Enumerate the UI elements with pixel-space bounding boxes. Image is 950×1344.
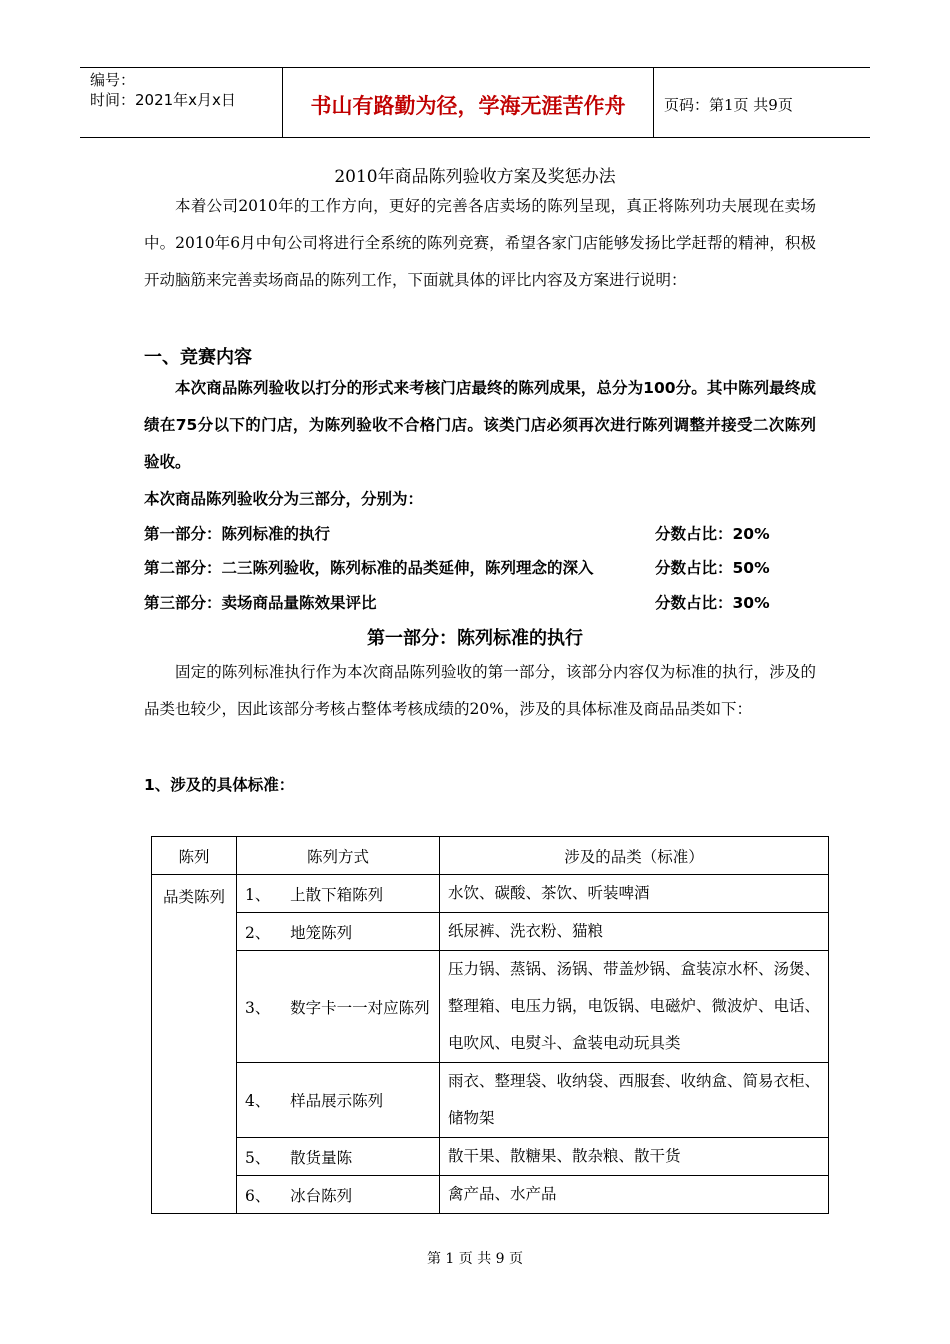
col-header-method: 陈列方式	[237, 837, 440, 875]
products-cell: 禽产品、水产品	[440, 1176, 829, 1214]
method-cell	[237, 875, 440, 913]
part-1-score: 分数占比：20%	[655, 525, 770, 543]
intro-paragraph: 本着公司2010年的工作方向，更好的完善各店卖场的陈列呈现，真正将陈列功夫展现在卖场中。2010年6月中旬公司将进行全系统的陈列竞赛，希望各家门店能够发扬比学赶帮的精神，积极开动脑筋来完善卖场商品的陈列工作，下面就具体的评比内容及方案进行说明：	[144, 197, 816, 289]
page-header	[80, 67, 870, 138]
method-cell	[237, 1176, 440, 1214]
row-number: 6、	[245, 1186, 271, 1205]
method-cell	[237, 951, 440, 1063]
part-3-score: 分数占比：30%	[655, 594, 770, 612]
table-row	[152, 1138, 829, 1176]
method-name: 上散下箱陈列	[290, 885, 384, 904]
products-cell: 水饮、碳酸、茶饮、听装啤酒	[440, 875, 829, 913]
category-cell: 品类陈列	[152, 875, 237, 1214]
table-header-row	[152, 837, 829, 875]
products-cell: 散干果、散糖果、散杂粮、散干货	[440, 1138, 829, 1176]
method-name: 地笼陈列	[290, 923, 353, 942]
method-name: 冰台陈列	[290, 1186, 353, 1205]
sub-heading-1: 1、涉及的具体标准：	[144, 776, 295, 794]
method-cell	[237, 1138, 440, 1176]
part-2-label: 第二部分：二三陈列验收，陈列标准的品类延伸，陈列理念的深入	[144, 559, 594, 577]
section-heading-1: 一、竞赛内容	[144, 347, 252, 368]
method-name: 散货量陈	[290, 1148, 353, 1167]
part-3-label: 第三部分：卖场商品量陈效果评比	[144, 594, 377, 612]
serial-label: 编号：	[90, 71, 136, 89]
header-motto: 书山有路勤为径，学海无涯苦作舟	[282, 68, 654, 137]
standards-table	[151, 836, 829, 1214]
table-row	[152, 1176, 829, 1214]
date-label: 时间：2021年x月x日	[90, 91, 236, 109]
row-number: 3、	[245, 998, 271, 1017]
row-number: 5、	[245, 1148, 271, 1167]
table-row	[152, 1063, 829, 1138]
products-cell: 压力锅、蒸锅、汤锅、带盖炒锅、盒装凉水杯、汤煲、整理箱、电压力锅，电饭锅、电磁炉、微波炉、电话、电吹风、电熨斗、盒装电动玩具类	[440, 951, 829, 1063]
method-cell	[237, 1063, 440, 1138]
part1-body: 固定的陈列标准执行作为本次商品陈列验收的第一部分，该部分内容仅为标准的执行，涉及的品类也较少，因此该部分考核占整体考核成绩的20%，涉及的具体标准及商品品类如下：	[144, 663, 816, 718]
col-header-display: 陈列	[152, 837, 237, 875]
page-footer: 第 1 页 共 9 页	[426, 1251, 524, 1267]
products-cell: 雨衣、整理袋、收纳袋、西服套、收纳盒、简易衣柜、储物架	[440, 1063, 829, 1138]
part-1-label: 第一部分：陈列标准的执行	[144, 525, 331, 543]
table-row	[152, 875, 829, 913]
method-cell	[237, 913, 440, 951]
method-name: 数字卡一一对应陈列	[290, 998, 430, 1017]
col-header-products: 涉及的品类（标准）	[440, 837, 829, 875]
section1-body: 本次商品陈列验收以打分的形式来考核门店最终的陈列成果，总分为100分。其中陈列最终成绩在75分以下的门店，为陈列验收不合格门店。该类门店必须再次进行陈列调整并接受二次陈列验收。	[144, 379, 816, 471]
parts-intro: 本次商品陈列验收分为三部分，分别为：	[144, 490, 424, 508]
part1-heading: 第一部分：陈列标准的执行	[367, 628, 583, 649]
row-number: 2、	[245, 923, 271, 942]
part-2-score: 分数占比：50%	[655, 559, 770, 577]
header-page-info: 页码：第1页 共9页	[664, 96, 793, 114]
table-row	[152, 913, 829, 951]
document-title: 2010年商品陈列验收方案及奖惩办法	[334, 167, 616, 187]
table-row	[152, 951, 829, 1063]
products-cell: 纸尿裤、洗衣粉、猫粮	[440, 913, 829, 951]
header-meta	[80, 68, 282, 137]
row-number: 4、	[245, 1092, 271, 1110]
row-number: 1、	[245, 885, 271, 904]
method-name: 样品展示陈列	[290, 1092, 384, 1110]
